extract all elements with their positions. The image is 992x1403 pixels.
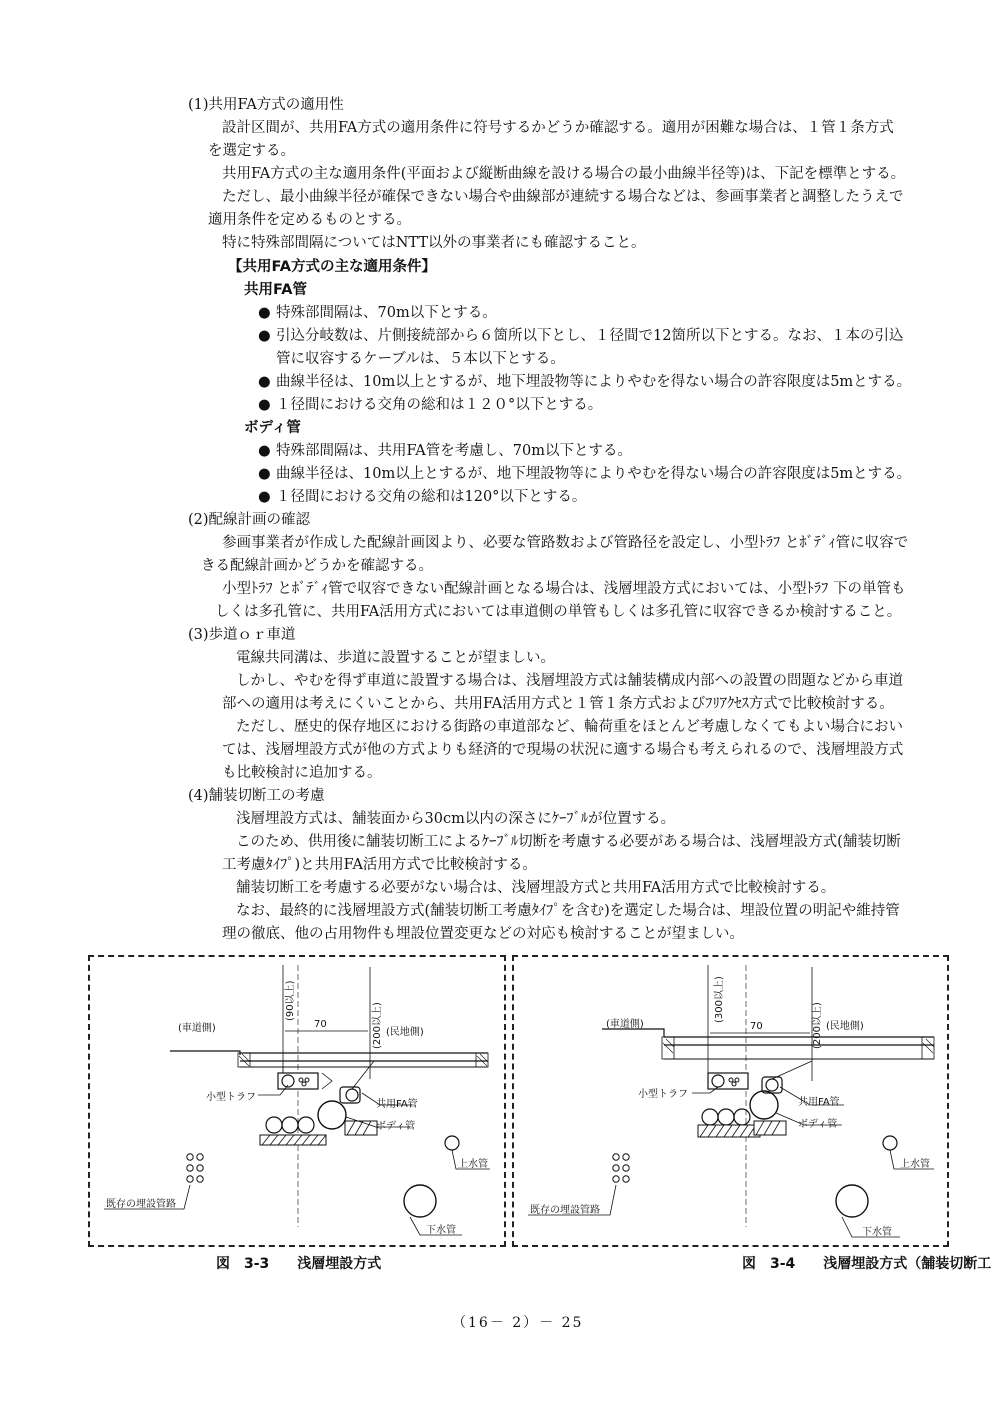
section-2-paragraph: しくは多孔管に、共用FA活用方式においては車道側の単管もしくは多孔管に収容できるか検討すること。: [215, 604, 902, 620]
fa-item: ● １径間における交角の総和は１２０°以下とする。: [258, 397, 603, 413]
label-private-side: (民地側): [826, 1021, 864, 1032]
section-4-paragraph: 工考慮ﾀｲﾌﾟ)と共用FA活用方式で比較検討する。: [222, 857, 537, 873]
fa-item-continued: 管に収容するケーブルは、５本以下とする。: [276, 351, 565, 367]
section-1-paragraph: 適用条件を定めるものとする。: [208, 212, 411, 228]
body-item: ● １径間における交角の総和は120°以下とする。: [258, 489, 587, 505]
label-existing-pipes: 既存の埋設管路: [106, 1199, 176, 1210]
section-3-paragraph: しかし、やむを得ず車道に設置する場合は、浅層埋設方式は舗装構成内部への設置の問題などから車道: [236, 673, 903, 689]
fa-item: ● 引込分岐数は、片側接続部から６箇所以下とし、１径間で12箇所以下とする。なお、１本の引込: [258, 328, 904, 344]
label-fa-pipe: 共用FA管: [376, 1099, 418, 1110]
label-sewer-pipe: 下水管: [426, 1225, 456, 1236]
figure-3-4-drawing: [514, 957, 947, 1245]
section-1-paragraph: 共用FA方式の主な適用条件(平面および縦断曲線を設ける場合の最小曲線半径等)は、下記を標準とする。: [222, 166, 906, 182]
dim-right: (200以上): [372, 1002, 383, 1049]
section-3-paragraph: も比較検討に追加する。: [222, 765, 382, 781]
page-number: （16－ 2）－ 25: [452, 1315, 584, 1331]
dim-top: (90以上): [285, 980, 296, 1021]
section-3-paragraph: 部への適用は考えにくいことから、共用FA活用方式と１管１条方式およびﾌﾘｱｸｾｽ方式で比較検討する。: [222, 696, 894, 712]
section-3-paragraph: ただし、歴史的保存地区における街路の車道部など、輪荷重をほとんど考慮しなくてもよい場合におい: [236, 719, 903, 735]
section-3-paragraph: 電線共同溝は、歩道に設置することが望ましい。: [236, 650, 555, 666]
dim-70: 70: [314, 1019, 327, 1030]
section-4-paragraph: 舗装切断工を考慮する必要がない場合は、浅層埋設方式と共用FA活用方式で比較検討する。: [236, 880, 836, 896]
section-3-paragraph: ては、浅層埋設方式が他の方式よりも経済的で現場の状況に適する場合も考えられるので、浅層埋設方式: [222, 742, 904, 758]
label-road-side: (車道側): [178, 1023, 216, 1034]
label-sewer-pipe: 下水管: [862, 1227, 892, 1238]
label-small-trough: 小型トラフ: [206, 1092, 256, 1103]
section-1-paragraph: 設計区間が、共用FA方式の適用条件に符号するかどうか確認する。適用が困難な場合は、１管１条方式: [222, 120, 894, 136]
label-body-pipe: ボディ管: [376, 1121, 416, 1132]
figure-3-4: [512, 955, 949, 1247]
section-2-paragraph: きる配線計画かどうかを確認する。: [201, 558, 433, 574]
label-small-trough: 小型トラフ: [638, 1089, 688, 1100]
label-body-pipe: ボディ管: [798, 1119, 838, 1130]
label-water-pipe: 上水管: [900, 1159, 930, 1170]
section-4-paragraph: 理の徹底、他の占用物件も埋設位置変更などの対応も検討することが望ましい。: [222, 926, 744, 942]
figure-3-4-caption: 図 3-4 浅層埋設方式（舗装切断工: [742, 1256, 992, 1272]
figure-3-3-caption: 図 3-3 浅層埋設方式: [216, 1256, 382, 1272]
section-2-heading: (2)配線計画の確認: [188, 512, 311, 528]
section-4-heading: (4)舗装切断工の考慮: [188, 788, 325, 804]
section-1-paragraph: 特に特殊部間隔についてはNTT以外の事業者にも確認すること。: [222, 235, 646, 251]
dim-70: 70: [750, 1021, 763, 1032]
section-2-paragraph: 小型ﾄﾗﾌ とﾎﾞﾃﾞｨ管で収容できない配線計画となる場合は、浅層埋設方式においては、小型ﾄﾗﾌ 下の単管も: [222, 581, 906, 597]
section-3-heading: (3)歩道ｏｒ車道: [188, 627, 296, 643]
fa-pipe-title: 共用FA管: [244, 282, 307, 298]
section-4-paragraph: 浅層埋設方式は、舗装面から30cm以内の深さにｹｰﾌﾞﾙが位置する。: [236, 811, 676, 827]
label-fa-pipe: 共用FA管: [798, 1097, 840, 1108]
section-1-heading: (1)共用FA方式の適用性: [188, 97, 344, 113]
section-2-paragraph: 参画事業者が作成した配線計画図より、必要な管路数および管路径を設定し、小型ﾄﾗﾌ とﾎﾞﾃﾞｨ管に収容で: [222, 535, 909, 551]
label-existing-pipes: 既存の埋設管路: [530, 1205, 600, 1216]
conditions-box-title: 【共用FA方式の主な適用条件】: [228, 259, 436, 275]
fa-item: ● 特殊部間隔は、70m以下とする。: [258, 305, 497, 321]
figure-3-3-drawing: [90, 957, 504, 1245]
label-private-side: (民地側): [386, 1027, 424, 1038]
figure-3-3: [88, 955, 506, 1247]
dim-top: (300以上): [714, 976, 725, 1023]
fa-item: ● 曲線半径は、10m以上とするが、地下埋設物等によりやむを得ない場合の許容限度は5mとする。: [258, 374, 912, 390]
body-pipe-title: ボディ管: [244, 420, 301, 436]
section-1-paragraph: を選定する。: [208, 143, 295, 159]
body-item: ● 特殊部間隔は、共用FA管を考慮し、70m以下とする。: [258, 443, 632, 459]
section-4-paragraph: なお、最終的に浅層埋設方式(舗装切断工考慮ﾀｲﾌﾟを含む)を選定した場合は、埋設位置の明記や維持管: [236, 903, 900, 919]
section-4-paragraph: このため、供用後に舗装切断工によるｹｰﾌﾞﾙ切断を考慮する必要がある場合は、浅層埋設方式(舗装切断: [236, 834, 901, 850]
section-1-paragraph: ただし、最小曲線半径が確保できない場合や曲線部が連続する場合などは、参画事業者と調整したうえで: [222, 189, 904, 205]
body-item: ● 曲線半径は、10m以上とするが、地下埋設物等によりやむを得ない場合の許容限度は5mとする。: [258, 466, 912, 482]
label-water-pipe: 上水管: [458, 1159, 488, 1170]
label-road-side: (車道側): [606, 1019, 644, 1030]
dim-right: (200以上): [812, 1002, 823, 1049]
